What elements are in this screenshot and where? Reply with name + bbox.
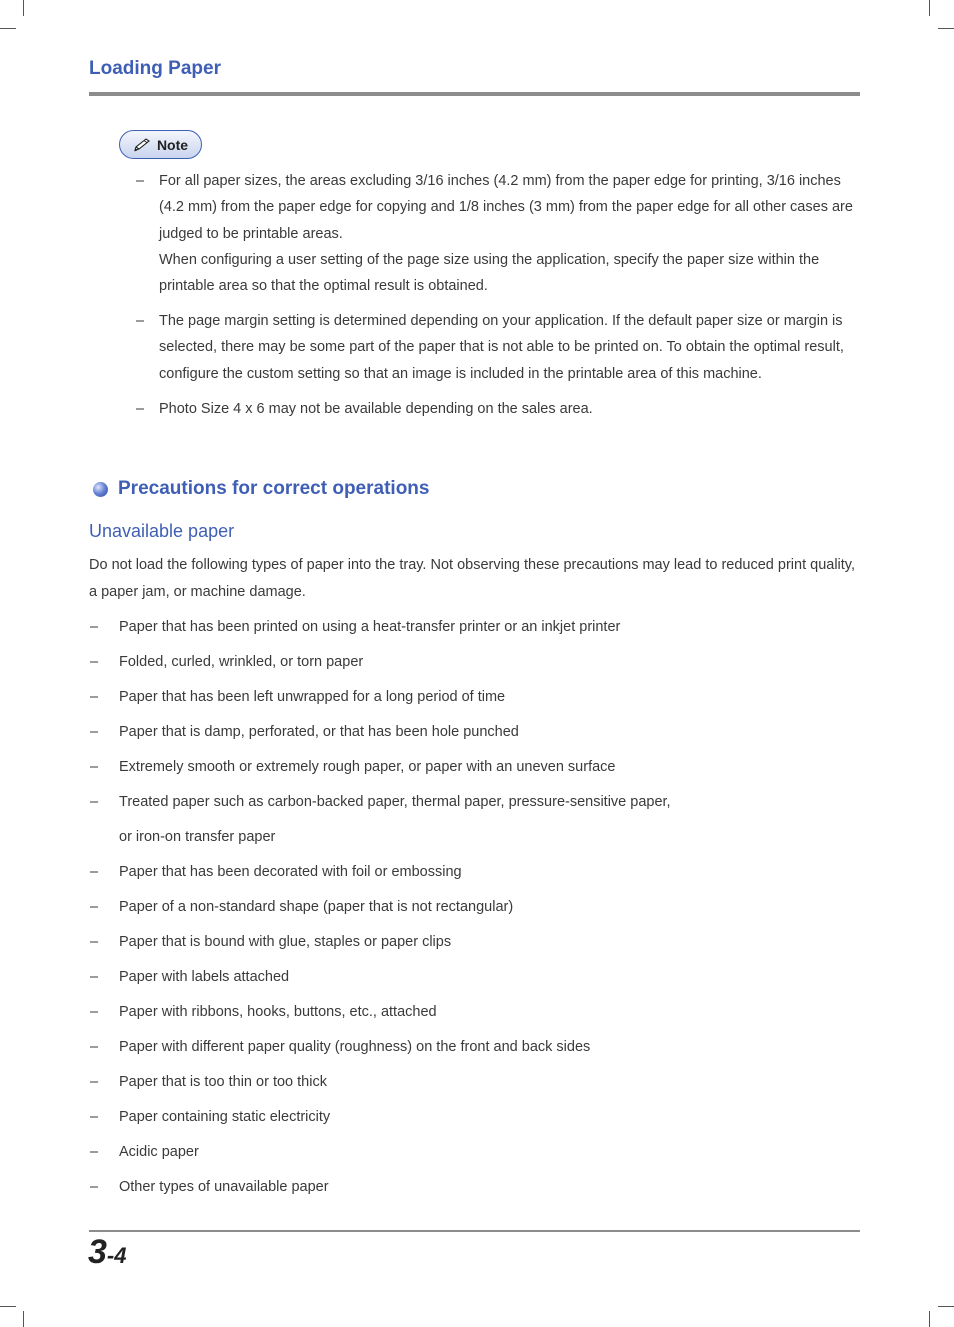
dash-bullet: –: [90, 619, 99, 635]
list-item-text: Other types of unavailable paper: [119, 1179, 329, 1195]
list-item-text: Paper with different paper quality (roughness) on the front and back sides: [119, 1039, 591, 1055]
dash-bullet: –: [90, 1144, 99, 1160]
sub-heading: Unavailable paper: [89, 521, 235, 541]
list-item: [90, 1000, 859, 1035]
crop-mark: [23, 0, 24, 16]
list-item: [90, 615, 859, 650]
note-text: When configuring a user setting of the page size using the application, specify the paper size within the printable area so that the optimal result is obtained.: [159, 251, 820, 295]
dash-bullet: –: [90, 654, 99, 670]
dash-bullet: –: [90, 1179, 99, 1195]
dash-bullet: –: [90, 934, 99, 950]
list-item-text: Paper that is too thin or too thick: [119, 1074, 327, 1090]
crop-mark: [23, 1311, 24, 1327]
chapter-number: 3: [88, 1233, 107, 1271]
unavailable-paper-list: [90, 615, 859, 1210]
note-list: [136, 168, 859, 430]
list-item: [90, 1175, 859, 1210]
list-item: [90, 1070, 859, 1105]
list-item-text: Paper that is bound with glue, staples or paper clips: [119, 934, 452, 950]
pencil-icon: [133, 137, 153, 153]
list-item: [90, 790, 859, 860]
dash-bullet: –: [136, 173, 145, 189]
page-number: [88, 1233, 126, 1272]
intro-paragraph: Do not load the following types of paper into the tray. Not observing these precautions may lead to reduced print quality, a paper jam, or machine damage.: [89, 557, 855, 600]
note-text: For all paper sizes, the areas excluding 3/16 inches (4.2 mm) from the paper edge for printing, 3/16 inches (4.2 mm) from the paper edge for copying and 1/8 inches (3 mm) from the paper edge for all other cases are judged to be printable areas.: [159, 173, 853, 242]
page-suffix: -4: [106, 1243, 127, 1268]
list-item-continuation: or iron-on transfer paper: [119, 829, 276, 845]
list-item-text: Folded, curled, wrinkled, or torn paper: [119, 654, 364, 670]
dash-bullet: –: [90, 969, 99, 985]
dash-bullet: –: [90, 864, 99, 880]
header-rule: [89, 92, 860, 96]
dash-bullet: –: [136, 400, 145, 417]
list-item-text: Paper containing static electricity: [119, 1109, 331, 1125]
blue-orb-icon: [93, 482, 108, 497]
crop-mark: [938, 1306, 954, 1307]
section-heading-text: Precautions for correct operations: [118, 478, 430, 499]
list-item-text: Paper that has been printed on using a heat-transfer printer or an inkjet printer: [119, 619, 621, 635]
dash-bullet: –: [90, 1039, 99, 1055]
note-item: [136, 308, 859, 387]
list-item: [90, 895, 859, 930]
footer-rule: [89, 1230, 860, 1232]
dash-bullet: –: [90, 1004, 99, 1020]
list-item-text: Paper with labels attached: [119, 969, 290, 985]
list-item-text: Treated paper such as carbon-backed paper, thermal paper, pressure-sensitive paper,: [119, 794, 671, 810]
list-item: [90, 1035, 859, 1070]
list-item-text: Acidic paper: [119, 1144, 199, 1160]
list-item-text: Paper that is damp, perforated, or that has been hole punched: [119, 724, 519, 740]
section-heading: [93, 478, 429, 500]
list-item: [90, 930, 859, 965]
list-item: [90, 650, 859, 685]
list-item: [90, 860, 859, 895]
note-badge: [119, 130, 202, 159]
dash-bullet: –: [90, 1074, 99, 1090]
list-item: [90, 685, 859, 720]
note-item: [136, 396, 859, 422]
dash-bullet: –: [90, 759, 99, 775]
list-item-text: Paper of a non-standard shape (paper that is not rectangular): [119, 899, 514, 915]
note-text: Photo Size 4 x 6 may not be available depending on the sales area.: [159, 400, 593, 417]
note-item: [136, 168, 859, 299]
list-item: [90, 1140, 859, 1175]
note-text: The page margin setting is determined depending on your application. If the default paper size or margin is selected, there may be some part of the paper that is not able to be printed on. To obtain the optimal result, configure the custom setting so that an image is included in the printable area of this machine.: [159, 313, 844, 382]
dash-bullet: –: [136, 313, 145, 330]
dash-bullet: –: [90, 724, 99, 740]
list-item-text: Paper that has been decorated with foil or embossing: [119, 864, 462, 880]
dash-bullet: –: [90, 899, 99, 915]
list-item: [90, 965, 859, 1000]
list-item: [90, 755, 859, 790]
list-item-text: Extremely smooth or extremely rough paper, or paper with an uneven surface: [119, 759, 616, 775]
crop-mark: [929, 0, 930, 16]
dash-bullet: –: [90, 794, 99, 810]
dash-bullet: –: [90, 689, 99, 705]
list-item-text: Paper that has been left unwrapped for a long period of time: [119, 689, 506, 705]
list-item-text: Paper with ribbons, hooks, buttons, etc., attached: [119, 1004, 437, 1020]
crop-mark: [0, 28, 16, 29]
list-item: [90, 1105, 859, 1140]
crop-mark: [929, 1311, 930, 1327]
crop-mark: [938, 28, 954, 29]
list-item: [90, 720, 859, 755]
note-label: Note: [156, 136, 189, 153]
dash-bullet: –: [90, 1109, 99, 1125]
crop-mark: [0, 1306, 16, 1307]
page-title: Loading Paper: [89, 58, 221, 79]
